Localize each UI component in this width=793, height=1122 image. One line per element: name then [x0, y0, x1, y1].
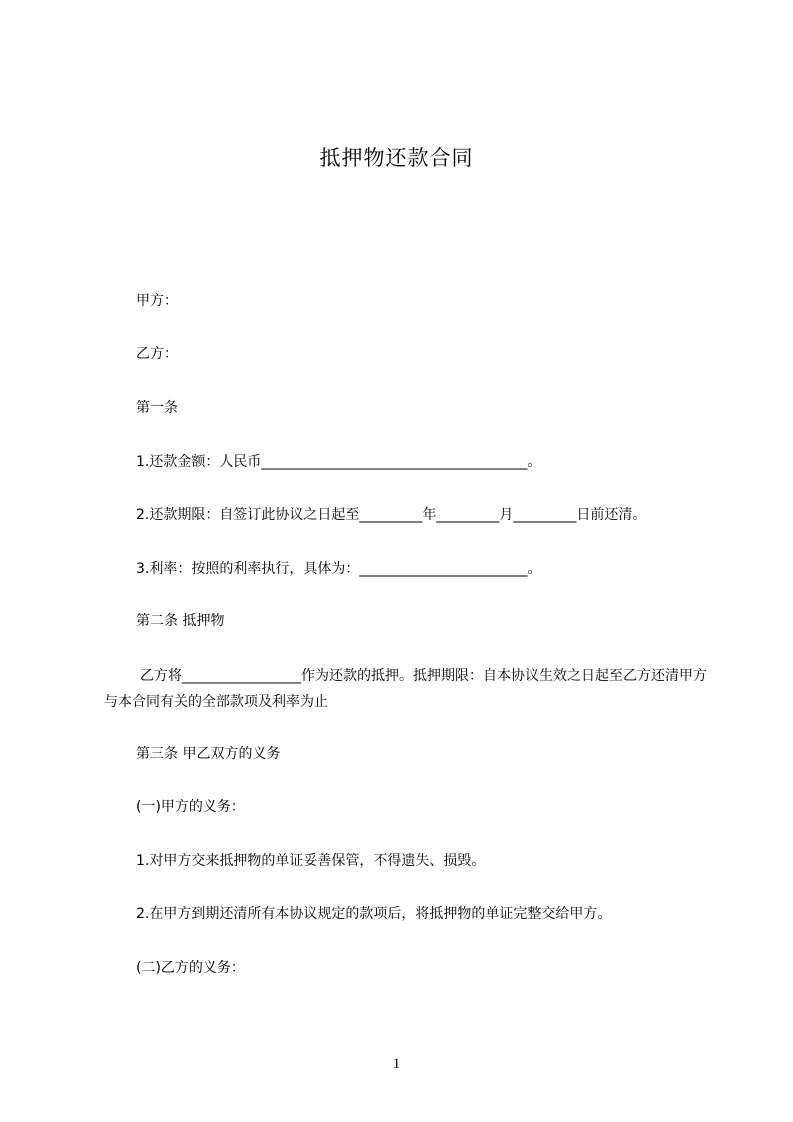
party-a-duties-heading: (一)甲方的义务： [136, 799, 245, 815]
article-1-heading: 第一条 [136, 400, 178, 416]
repayment-amount: 1.还款金额：人民币______________________________________。 [136, 454, 542, 470]
interest-rate: 3.利率：按照的利率执行，具体为：________________________。 [136, 561, 542, 577]
repayment-term: 2.还款期限：自签订此协议之日起至_________年_________月_________日前还清。 [136, 507, 647, 523]
article-2-heading: 第二条 抵押物 [136, 613, 225, 629]
document-title: 抵押物还款合同 [319, 146, 474, 170]
party-b-duties-heading: (二)乙方的义务： [136, 960, 245, 976]
party-b-label: 乙方： [136, 346, 178, 362]
party-a-duty-2: 2.在甲方到期还清所有本协议规定的款项后，将抵押物的单证完整交给甲方。 [136, 906, 612, 922]
article-3-heading: 第三条 甲乙双方的义务 [136, 746, 281, 762]
party-a-duty-1: 1.对甲方交来抵押物的单证妥善保管，不得遗失、损毁。 [136, 853, 486, 869]
page-number: 1 [392, 1056, 401, 1072]
party-a-label: 甲方： [136, 293, 178, 309]
article-2-text: 乙方将_________________作为还款的抵押。抵押期限：自本协议生效之日起至乙方还清甲方与本合同有关的全部款项及利率为止 [104, 668, 707, 710]
